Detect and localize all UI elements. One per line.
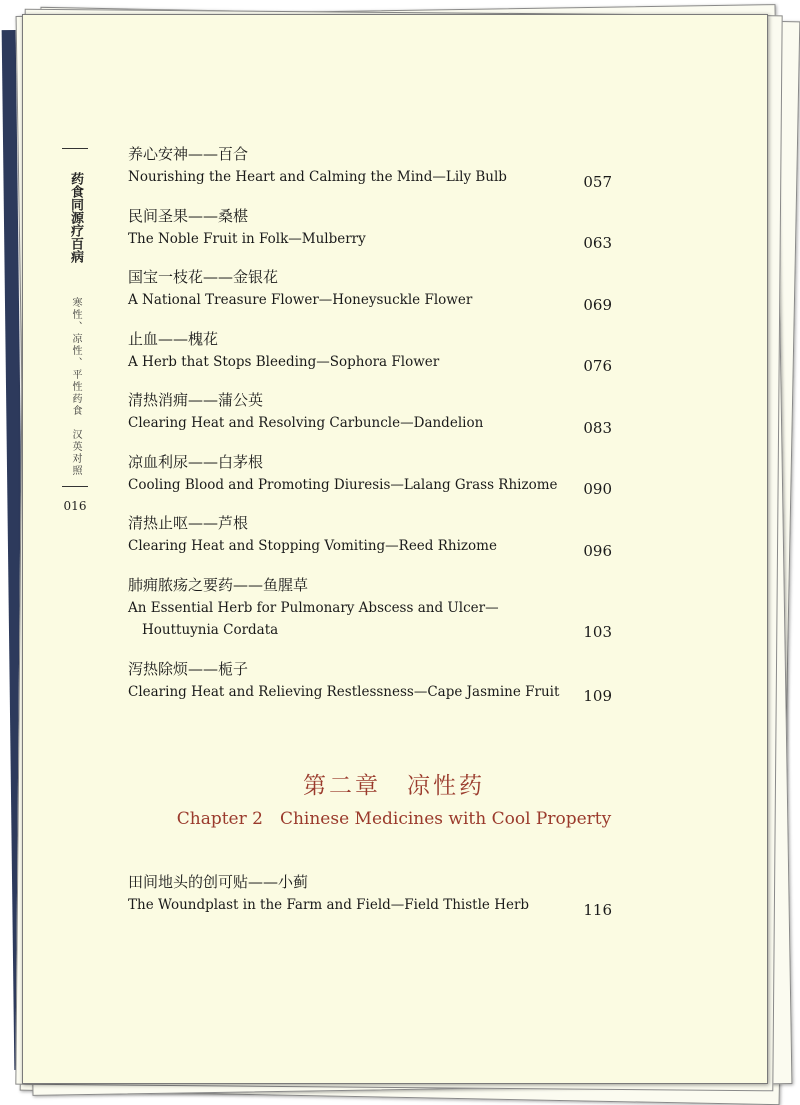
entry-title-zh: 肺痈脓疡之要药——鱼腥草: [128, 575, 309, 594]
toc-entry[interactable]: [128, 870, 612, 932]
entry-page-number: 116: [583, 900, 612, 919]
entry-title-en: A National Treasure Flower—Honeysuckle Flower: [128, 292, 473, 308]
entry-title-en: The Noble Fruit in Folk—Mulberry: [128, 230, 366, 247]
entry-page-number: 109: [583, 687, 612, 705]
toc-entry[interactable]: [128, 450, 612, 512]
toc-entry[interactable]: [128, 573, 612, 657]
entry-title-zh: 国宝一枝花——金银花: [128, 268, 279, 286]
toc-entry[interactable]: [128, 657, 612, 719]
chapter-title-zh: 第二章 凉性药: [303, 773, 485, 799]
table-of-contents: [128, 142, 612, 718]
entry-title-zh: 清热止呕——芦根: [128, 514, 249, 532]
toc-entry[interactable]: [128, 388, 612, 450]
entry-title-zh: 养心安神——百合: [128, 145, 249, 163]
entry-title-en: An Essential Herb for Pulmonary Abscess and Ulcer—: [128, 599, 499, 616]
toc-entry[interactable]: [128, 204, 612, 266]
page-number: 016: [63, 499, 87, 513]
toc-entry[interactable]: [128, 327, 612, 389]
entry-title-en: Clearing Heat and Relieving Restlessness—Cape Jasmine Fruit: [128, 683, 560, 700]
entry-page-number: 103: [583, 622, 612, 641]
entry-page-number: 096: [583, 541, 612, 560]
entry-page-number: 057: [583, 172, 612, 191]
entry-title-en: Nourishing the Heart and Calming the Mind—Lily Bulb: [128, 169, 507, 185]
entry-title-zh: 民间圣果——桑椹: [128, 206, 249, 225]
toc-entry[interactable]: [128, 142, 612, 204]
entry-title-zh: 清热消痈——蒲公英: [128, 391, 264, 409]
entry-title-en: The Woundplast in the Farm and Field—Field Thistle Herb: [128, 897, 530, 913]
entry-title-zh: 凉血利尿——白茅根: [128, 452, 264, 471]
book-subtitle: 寒性、凉性、平性药食 汉英对照: [70, 297, 81, 477]
toc-entry[interactable]: [128, 265, 612, 327]
entry-title-zh: 止血——槐花: [128, 329, 219, 348]
entry-title-zh: 田间地头的创可贴——小蓟: [128, 873, 309, 891]
book-title: 药食同源疗百病: [68, 172, 83, 263]
entry-page-number: 069: [583, 295, 612, 314]
entry-page-number: 090: [583, 480, 612, 498]
chapter-title-en: Chapter 2 Chinese Medicines with Cool Property: [176, 809, 612, 829]
entry-page-number: 063: [583, 234, 612, 252]
sidebar-top-rule: [62, 148, 88, 149]
sidebar-bottom-rule: [62, 486, 88, 487]
chapter-2-contents: [128, 870, 612, 932]
toc-entry[interactable]: [128, 511, 612, 573]
entry-title-en: Clearing Heat and Resolving Carbuncle—Dandelion: [128, 415, 484, 431]
entry-page-number: 083: [583, 418, 612, 437]
entry-title-en: Clearing Heat and Stopping Vomiting—Reed Rhizome: [128, 538, 497, 554]
entry-title-en: Cooling Blood and Promoting Diuresis—Lalang Grass Rhizome: [128, 476, 558, 493]
entry-title-zh: 泻热除烦——栀子: [128, 659, 249, 678]
entry-title-en: A Herb that Stops Bleeding—Sophora Flower: [128, 353, 440, 370]
running-header-sidebar: [62, 148, 88, 513]
entry-title-en-continued: Houttuynia Cordata: [142, 621, 279, 638]
entry-page-number: 076: [583, 357, 612, 375]
chapter-heading[interactable]: [22, 770, 766, 832]
